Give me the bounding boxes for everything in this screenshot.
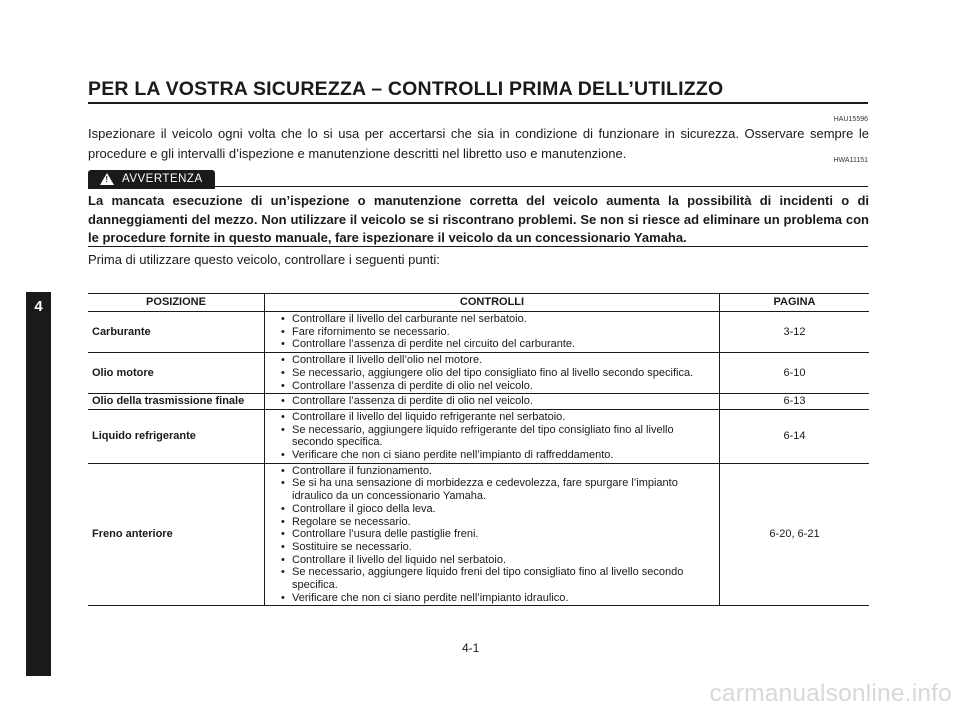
checklist-intro: Prima di utilizzare questo veicolo, controllare i seguenti punti: xyxy=(88,252,440,267)
check-item: • Controllare l’assenza di perdite di olio nel veicolo. xyxy=(281,395,715,408)
warning-triangle-icon: ! xyxy=(100,173,114,185)
check-item: • Controllare il livello del liquido refrigerante nel serbatoio. xyxy=(281,411,715,424)
check-item: • Se si ha una sensazione di morbidezza e cedevolezza, fare spurgare l’impianto idraulico da un concessionario Yamaha. xyxy=(281,477,715,502)
watermark: carmanualsonline.info xyxy=(709,680,952,707)
check-item: • Verificare che non ci siano perdite nell’impianto di raffreddamento. xyxy=(281,449,715,462)
header-page: PAGINA xyxy=(720,294,870,312)
row-checks xyxy=(265,394,720,410)
row-position: Liquido refrigerante xyxy=(88,409,265,463)
row-page: 6-20, 6-21 xyxy=(720,463,870,606)
row-position: Olio della trasmissione finale xyxy=(88,394,265,410)
header-checks: CONTROLLI xyxy=(265,294,720,312)
page-number: 4-1 xyxy=(462,641,480,655)
row-page: 6-14 xyxy=(720,409,870,463)
row-checks xyxy=(265,409,720,463)
check-item: • Controllare l’assenza di perdite di olio nel veicolo. xyxy=(281,380,715,393)
title-underline xyxy=(88,102,868,104)
check-item: • Controllare il livello dell’olio nel motore. xyxy=(281,354,715,367)
check-list xyxy=(281,394,715,409)
table-row xyxy=(88,463,869,606)
chapter-number: 4 xyxy=(34,298,43,315)
row-checks xyxy=(265,353,720,394)
check-item: • Controllare il funzionamento. xyxy=(281,465,715,478)
check-item: • Verificare che non ci siano perdite nell’impianto idraulico. xyxy=(281,592,715,605)
check-list xyxy=(281,464,715,606)
inspection-table xyxy=(88,293,869,606)
row-page: 6-13 xyxy=(720,394,870,410)
check-item: • Se necessario, aggiungere liquido refrigerante del tipo consigliato fino al livello secondo specifica. xyxy=(281,424,715,449)
check-item: • Controllare il livello del liquido nel serbatoio. xyxy=(281,554,715,567)
row-checks xyxy=(265,463,720,606)
warning-label: AVVERTENZA xyxy=(122,173,203,185)
table-row xyxy=(88,409,869,463)
warning-footer-rule xyxy=(88,246,868,247)
check-item: • Controllare l’usura delle pastiglie freni. xyxy=(281,528,715,541)
check-item: • Controllare il livello del carburante nel serbatoio. xyxy=(281,313,715,326)
page-title: PER LA VOSTRA SICUREZZA – CONTROLLI PRIMA DELL’UTILIZZO xyxy=(88,78,724,100)
check-list xyxy=(281,353,715,393)
row-position: Carburante xyxy=(88,312,265,353)
warning-text: La mancata esecuzione di un’ispezione o manutenzione corretta del veicolo aumenta la possibilità di incidenti o di danneggiamenti del mezzo. Non utilizzare il veicolo se si riscontrano problemi. Se non si riesce ad eliminare un problema con le procedure fornite in questo manuale, fare ispezionare il veicolo da un concessionario Yamaha. xyxy=(88,193,869,245)
check-item: • Controllare l’assenza di perdite nel circuito del carburante. xyxy=(281,338,715,351)
chapter-tab xyxy=(26,292,51,676)
row-position: Olio motore xyxy=(88,353,265,394)
check-item: • Sostituire se necessario. xyxy=(281,541,715,554)
check-item: • Fare rifornimento se necessario. xyxy=(281,326,715,339)
row-checks xyxy=(265,312,720,353)
reference-code-intro: HAU15596 xyxy=(833,116,868,123)
header-position: POSIZIONE xyxy=(88,294,265,312)
intro-paragraph: Ispezionare il veicolo ogni volta che lo si usa per accertarsi che sia in condizione di funzionare in sicurezza. Osservare sempre le procedure e gli intervalli d’ispezione e manutenzione descritti nel libretto uso e manutenzione. xyxy=(88,126,869,161)
check-list xyxy=(281,312,715,352)
row-page: 6-10 xyxy=(720,353,870,394)
table-row xyxy=(88,312,869,353)
check-item: • Se necessario, aggiungere olio del tipo consigliato fino al livello secondo specifica. xyxy=(281,367,715,380)
reference-code-warning: HWA11151 xyxy=(833,157,868,164)
table-header-row xyxy=(88,294,869,312)
check-list xyxy=(281,410,715,463)
table-row xyxy=(88,394,869,410)
check-item: • Regolare se necessario. xyxy=(281,516,715,529)
warning-badge xyxy=(88,170,215,189)
table-row xyxy=(88,353,869,394)
check-item: • Se necessario, aggiungere liquido freni del tipo consigliato fino al livello secondo specifica. xyxy=(281,566,715,591)
check-item: • Controllare il gioco della leva. xyxy=(281,503,715,516)
row-page: 3-12 xyxy=(783,325,806,338)
row-position: Freno anteriore xyxy=(88,463,265,606)
